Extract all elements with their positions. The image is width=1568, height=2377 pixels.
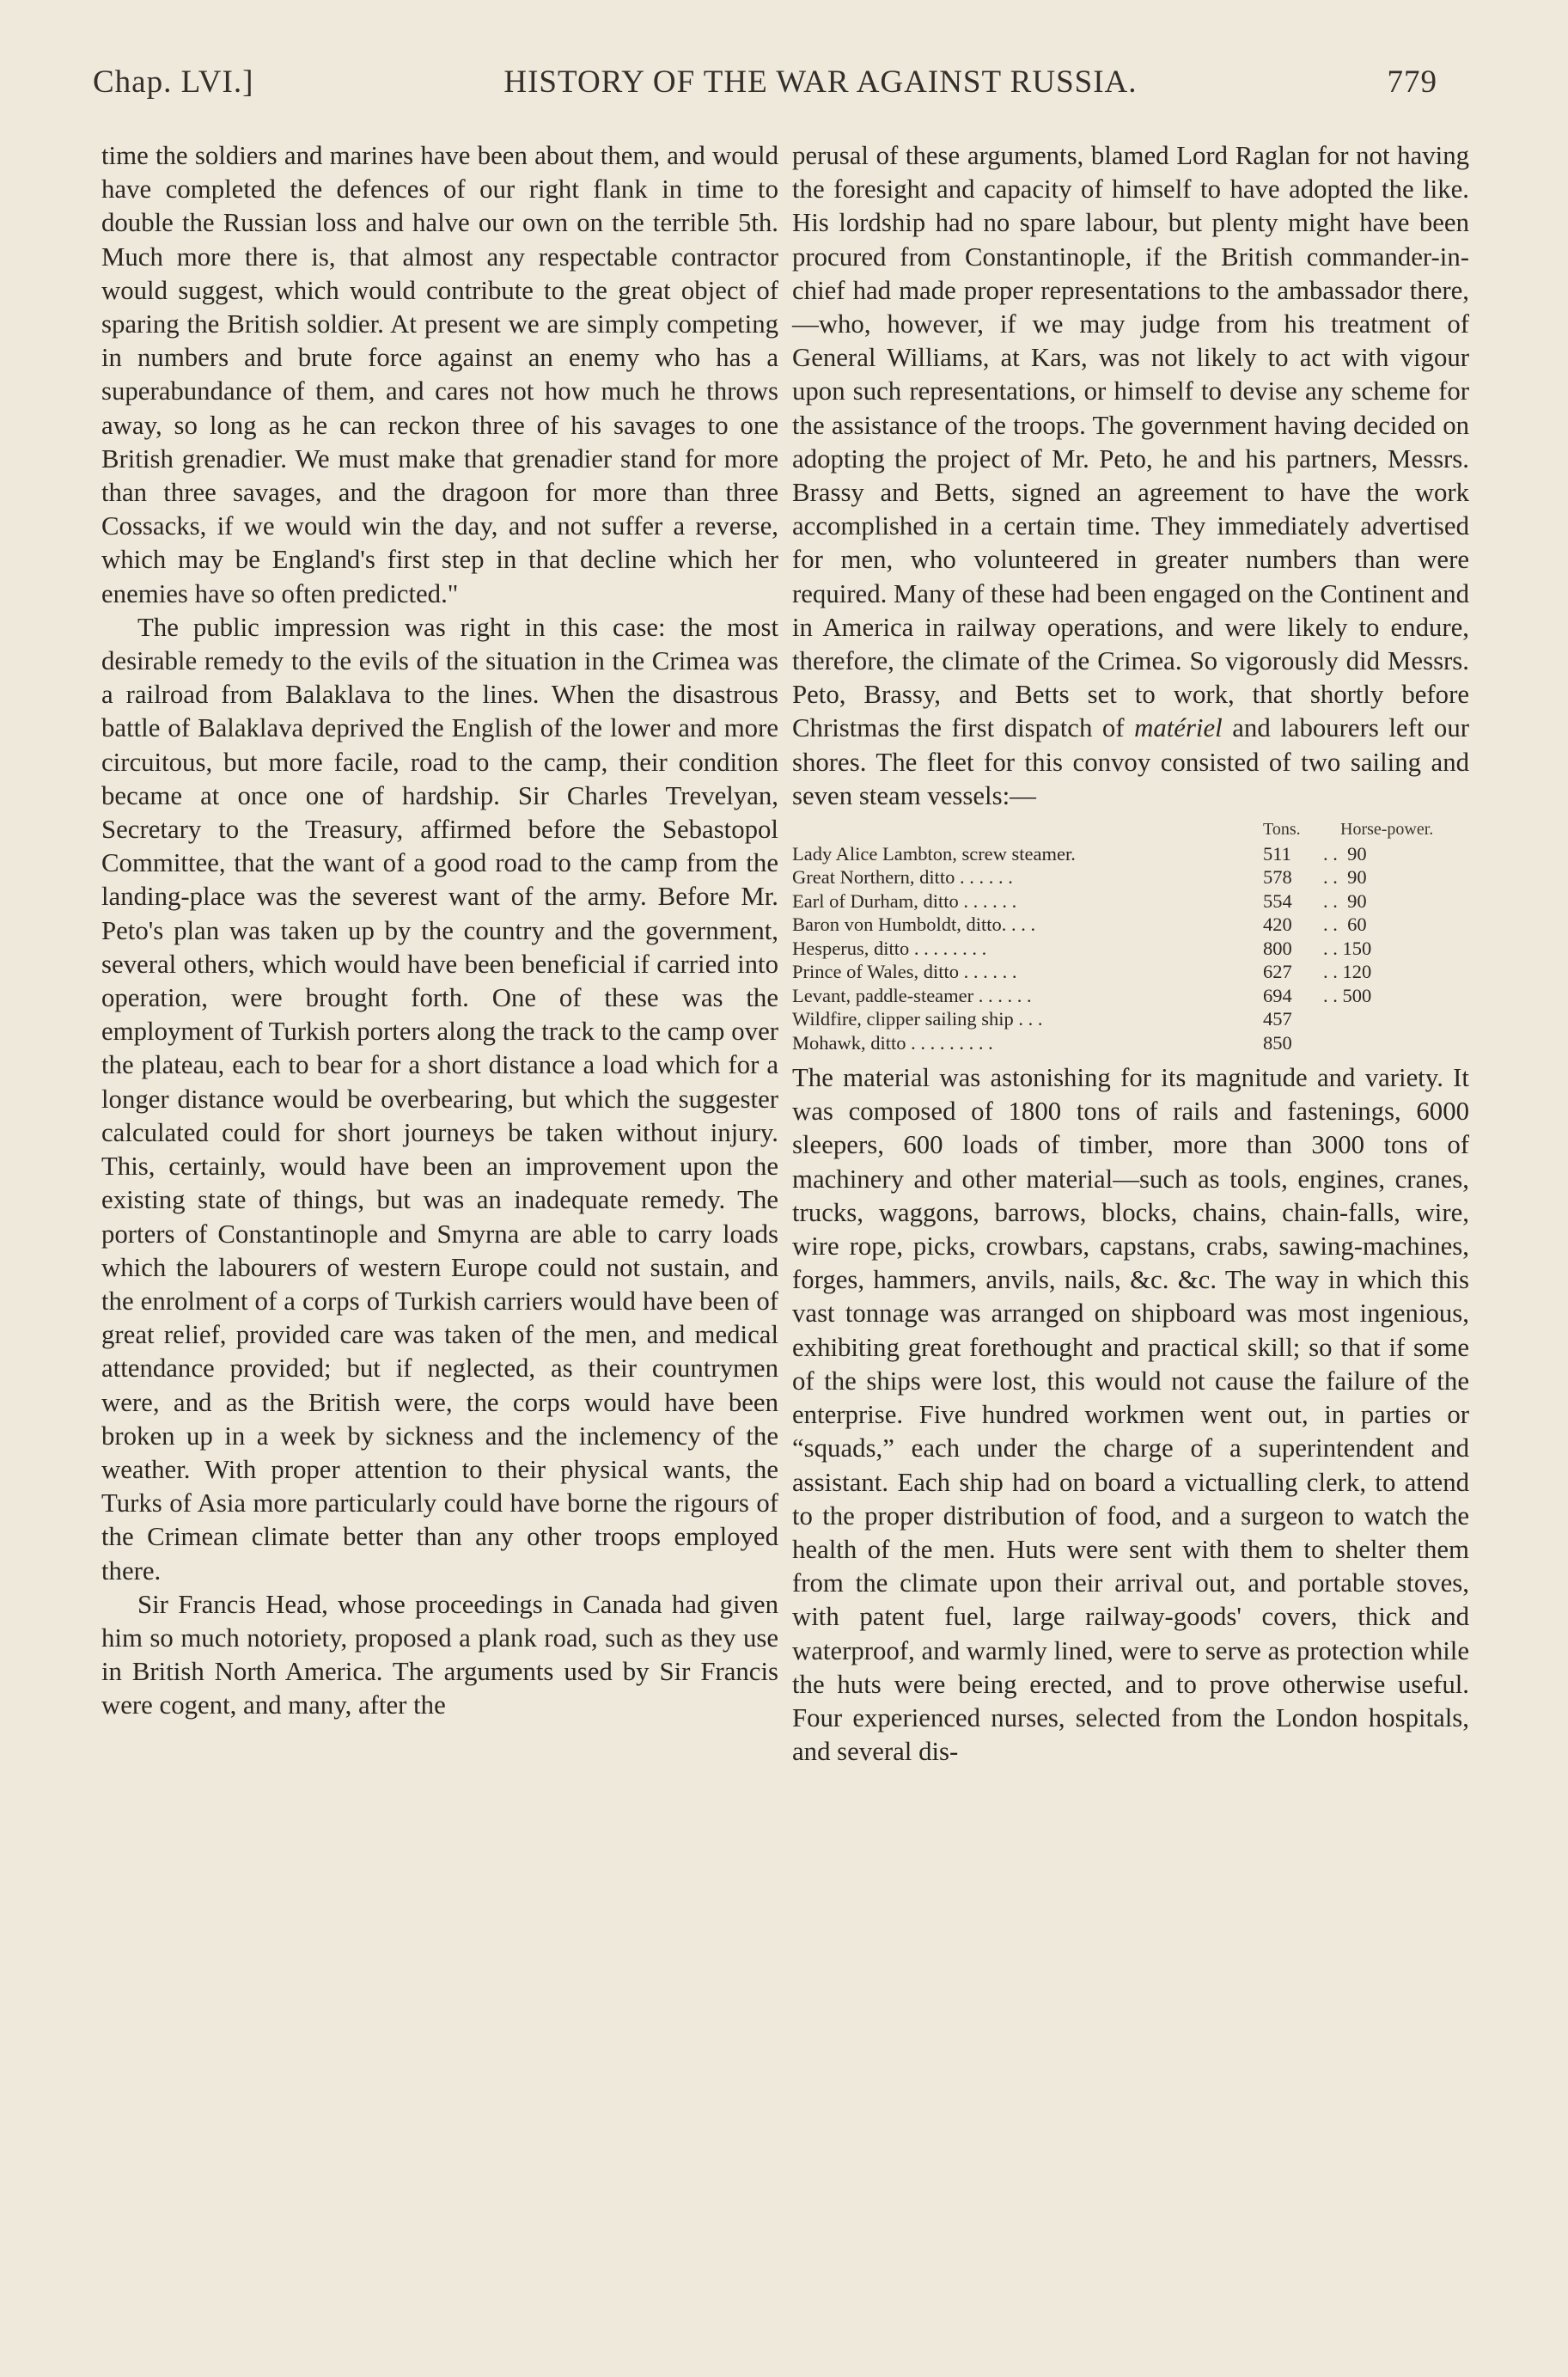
ship-tons: 694 (1263, 984, 1292, 1006)
ship-name: Wildfire, clipper sailing ship . . . (792, 1008, 1043, 1030)
ship-tons: 457 (1263, 1008, 1292, 1030)
paragraph: The public impression was right in this case: the most desirable remedy to the evils of the situation in the Crimea was a railroad from Balaklava to the lines. When the disastrous battle of Balaklava deprived the English of the lower and more circuitous, but more facile, road to the camp, their condition became at once one of hardship. Sir Charles Trevelyan, Secretary to the Treasury, affirmed before the Sebastopol Committee, that the want of a good road to the camp from the landing-place was the severest want of the army. Before Mr. Peto's plan was taken up by the country and the government, several others, which would have been beneficial if carried into operation, were brought forth. One of these was the employment of Turkish porters along the track to the camp over the plateau, each to bear for a short distance a load which for a longer distance would be overbearing, but which the suggester calculated could for short journeys be taken without injury. This, certainly, would have been an improvement upon the existing state of things, but was an inadequate remedy. The porters of Constantinople and Smyrna are able to carry loads which the labourers of western Europe could not sustain, and the enrolment of a corps of Turkish carriers would have been of great relief, provided care was taken of the men, and medical attendance provided; but if neglected, as their countrymen were, and as the British were, the corps would have been broken up in a week by sickness and the inclemency of the weather. With proper attention to their physical wants, the Turks of Asia more particularly could have borne the rigours of the Crimean climate better than any other troops employed there. (101, 612, 778, 1586)
ship-name: Earl of Durham, ditto . . . . . . (792, 889, 1017, 912)
ship-horse-power: . . 150 (1323, 937, 1372, 959)
ship-name: Great Northern, ditto . . . . . . (792, 866, 1013, 889)
ship-name: Mohawk, ditto . . . . . . . . . (792, 1031, 993, 1054)
italic-term: matériel (1134, 713, 1223, 743)
ship-name: Hesperus, ditto . . . . . . . . (792, 937, 987, 959)
page-number: 779 (1387, 64, 1437, 100)
ship-tons: 554 (1263, 889, 1292, 912)
ship-horse-power: . . 500 (1323, 984, 1372, 1006)
paragraph-text: perusal of these arguments, blamed Lord Raglan for not having the foresight and capacity of himself to have adopted the like. His lordship had no spare labour, but plenty might have been procured from Constantinople, if the British commander-in-chief had made proper representations to the ambassador there,—who, however, if we may judge from his treatment of General Williams, at Kars, was not likely to act with vigour upon such representations, or himself to devise any scheme for the assistance of the troops. The government having decided on adopting the project of Mr. Peto, he and his partners, Messrs. Brassy and Betts, signed an agreement to have the work accomplished in a certain time. They immediately advertised for men, who volunteered in greater numbers than were required. Many of these had been engaged on the Continent and in America in railway operations, and were likely to endure, therefore, the climate of the Crimea. So vigorously did Messrs. Peto, Brassy, and Betts set to work, that shortly before Christmas the first dispatch of (792, 141, 1469, 743)
ship-tons: 511 (1263, 842, 1291, 865)
ship-name: Baron von Humboldt, ditto. . . . (792, 914, 1036, 936)
ship-tons: 627 (1263, 961, 1292, 983)
fleet-row (792, 1007, 1469, 1031)
paragraph-text: and labourers left our shores. The fleet for this convoy consisted of two sailing and seven steam vessels:— (792, 713, 1469, 810)
fleet-row (792, 960, 1469, 984)
book-title: HISTORY OF THE WAR AGAINST RUSSIA. (503, 64, 1138, 100)
ship-horse-power: . . 90 (1323, 866, 1367, 889)
chapter-label: Chap. LVI.] (93, 64, 254, 100)
horse-power-header: Horse-power. (1340, 820, 1434, 840)
tons-header: Tons. (1263, 820, 1301, 840)
fleet-row (792, 984, 1469, 1008)
ship-horse-power: . . 90 (1323, 889, 1367, 912)
fleet-row (792, 937, 1469, 961)
fleet-row (792, 889, 1469, 914)
right-column (792, 139, 1469, 1769)
ship-tons: 420 (1263, 914, 1292, 936)
ship-horse-power: . . 60 (1323, 914, 1367, 936)
fleet-rows (792, 842, 1469, 1055)
fleet-row (792, 913, 1469, 937)
ship-name: Prince of Wales, ditto . . . . . . (792, 961, 1017, 983)
ship-name: Lady Alice Lambton, screw steamer. (792, 842, 1076, 865)
ship-tons: 850 (1263, 1031, 1292, 1054)
left-column (101, 139, 778, 1723)
paragraph: time the soldiers and marines have been about them, and would have completed the defences of our right flank in time to double the Russian loss and halve our own on the terrible 5th. Much more there is, that almost any respectable contractor would suggest, which would contribute to the great object of sparing the British soldier. At present we are simply competing in numbers and brute force against an enemy who has a superabundance of them, and cares not how much he throws away, so long as he can reckon three of his savages to one British grenadier. We must make that grenadier stand for more than three savages, and the dragoon for more than three Cossacks, if we would win the day, and not suffer a reverse, which may be England's first step in that decline which her enemies have so often predicted." (101, 141, 778, 608)
paragraph: Sir Francis Head, whose proceedings in Canada had given him so much notoriety, proposed a plank road, such as they use in British North America. The arguments used by Sir Francis were cogent, and many, after the (101, 1589, 778, 1720)
paragraph (792, 139, 1469, 813)
fleet-row (792, 842, 1469, 866)
ship-horse-power: . . 90 (1323, 842, 1367, 865)
running-head (93, 64, 1437, 112)
ship-tons: 800 (1263, 937, 1292, 959)
fleet-row (792, 865, 1469, 889)
fleet-table (792, 818, 1469, 1054)
ship-name: Levant, paddle-steamer . . . . . . (792, 984, 1032, 1006)
ship-tons: 578 (1263, 866, 1292, 889)
ship-horse-power: . . 120 (1323, 961, 1372, 983)
fleet-row (792, 1031, 1469, 1055)
paragraph: The material was astonishing for its magnitude and variety. It was composed of 1800 tons of rails and fastenings, 6000 sleepers, 600 loads of timber, more than 3000 tons of machinery and other material—such as tools, engines, cranes, trucks, waggons, barrows, blocks, chains, chain-falls, wire, wire rope, picks, crowbars, capstans, crabs, sawing-machines, forges, hammers, anvils, nails, &c. &c. The way in which this vast tonnage was arranged on shipboard was most ingenious, exhibiting great forethought and practical skill; so that if some of the ships were lost, this would not cause the failure of the enterprise. Five hundred workmen went out, in parties or “squads,” each under the charge of a superintendent and assistant. Each ship had on board a victualling clerk, to attend to the proper distribution of food, and a surgeon to watch the health of the men. Huts were sent with them to shelter them from the climate upon their arrival out, and portable stoves, with patent fuel, large railway-goods' covers, thick and waterproof, and warmly lined, were to serve as protection while the huts were being erected, and to prove otherwise useful. Four experienced nurses, selected from the London hospitals, and several dis- (792, 1063, 1469, 1767)
fleet-table-header (792, 818, 1469, 842)
